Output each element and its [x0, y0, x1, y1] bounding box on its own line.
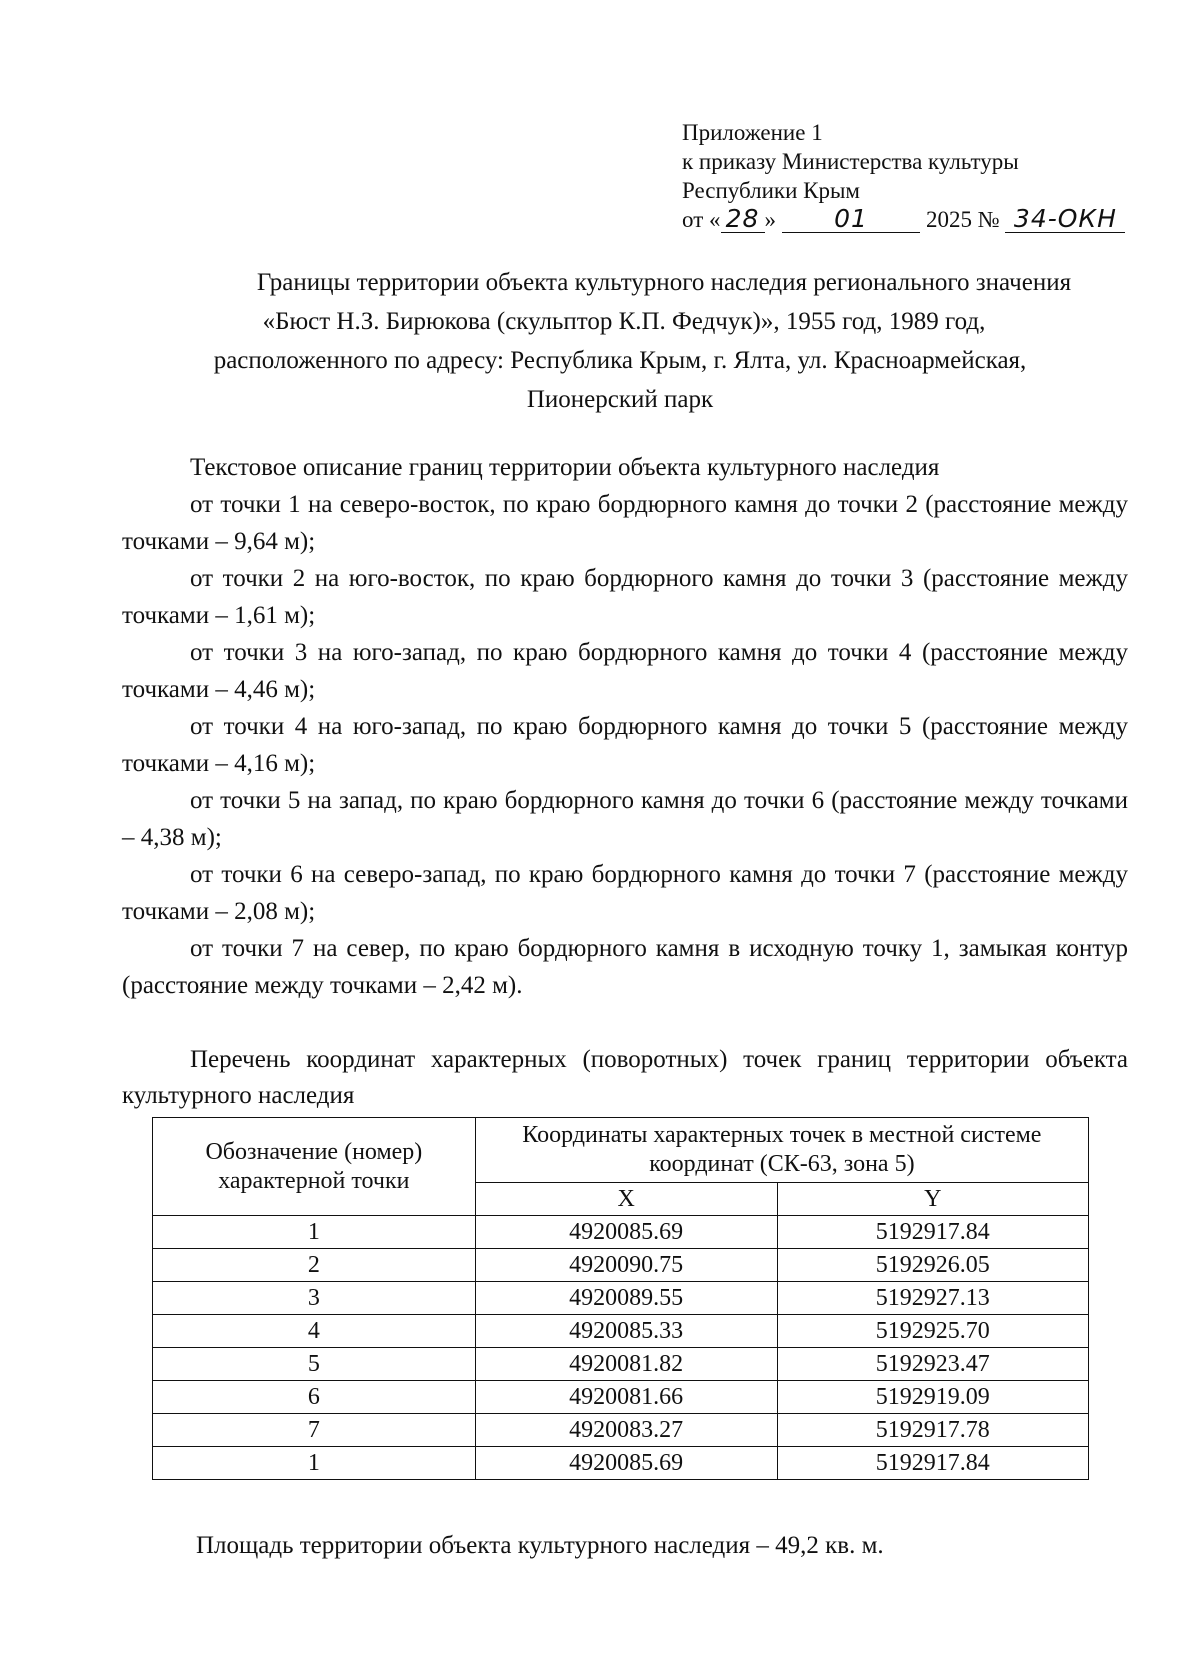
date-prefix: от «	[682, 207, 721, 232]
order-year: 2025 №	[926, 207, 1000, 232]
boundary-segment: от точки 6 на северо-запад, по краю бордюрного камня до точки 7 (расстояние между точками – 2,08 м);	[122, 861, 1128, 925]
coord-y: 5192926.05	[777, 1249, 1088, 1282]
point-number: 6	[153, 1381, 476, 1414]
table-row	[153, 1249, 1089, 1282]
table-row	[153, 1348, 1089, 1381]
point-number: 7	[153, 1414, 476, 1447]
coord-x: 4920085.69	[475, 1447, 777, 1480]
table-row	[153, 1381, 1089, 1414]
boundary-segment: от точки 4 на юго-запад, по краю бордюрного камня до точки 5 (расстояние между точками – 4,16 м);	[122, 713, 1128, 777]
coord-y: 5192923.47	[777, 1348, 1088, 1381]
date-mid: »	[764, 207, 776, 232]
column-header-x: X	[475, 1183, 777, 1216]
title-line-4: Пионерский парк	[526, 386, 714, 413]
coord-x: 4920090.75	[475, 1249, 777, 1282]
description-heading: Текстовое описание границ территории объекта культурного наследия	[190, 454, 940, 481]
table-row	[153, 1447, 1089, 1480]
point-number: 4	[153, 1315, 476, 1348]
column-header-y: Y	[777, 1183, 1088, 1216]
coord-x: 4920083.27	[475, 1414, 777, 1447]
point-number: 3	[153, 1282, 476, 1315]
territory-area: Площадь территории объекта культурного наследия – 49,2 кв. м.	[196, 1532, 884, 1559]
appendix-line-1: Приложение 1	[682, 120, 823, 145]
appendix-header	[682, 118, 1125, 234]
boundary-segment: от точки 3 на юго-запад, по краю бордюрного камня до точки 4 (расстояние между точками – 4,46 м);	[122, 639, 1128, 703]
boundary-segment: от точки 5 на запад, по краю бордюрного камня до точки 6 (расстояние между точками – 4,38 м);	[122, 787, 1128, 851]
point-number: 5	[153, 1348, 476, 1381]
coord-x: 4920081.82	[475, 1348, 777, 1381]
coord-x: 4920085.69	[475, 1216, 777, 1249]
appendix-line-3: Республики Крым	[682, 178, 860, 203]
coordinates-heading: Перечень координат характерных (поворотных) точек границ территории объекта культурного наследия	[122, 1046, 1128, 1109]
coordinates-table	[152, 1117, 1089, 1480]
coord-y: 5192917.84	[777, 1447, 1088, 1480]
coord-x: 4920085.33	[475, 1315, 777, 1348]
coord-x: 4920089.55	[475, 1282, 777, 1315]
boundary-segment: от точки 1 на северо-восток, по краю бордюрного камня до точки 2 (расстояние между точками – 9,64 м);	[122, 491, 1128, 555]
boundary-segment: от точки 2 на юго-восток, по краю бордюрного камня до точки 3 (расстояние между точками – 1,61 м);	[122, 565, 1128, 629]
order-number: 34-ОКН	[1013, 204, 1117, 233]
title-line-3: расположенного по адресу: Республика Крым, г. Ялта, ул. Красноармейская,	[213, 347, 1027, 374]
column-header-point: Обозначение (номер) характерной точки	[153, 1118, 476, 1216]
boundary-segment: от точки 7 на север, по краю бордюрного камня в исходную точку 1, замыкая контур (расстояние между точками – 2,42 м).	[122, 935, 1128, 999]
coord-y: 5192919.09	[777, 1381, 1088, 1414]
order-date-line	[682, 205, 1125, 234]
table-row	[153, 1414, 1089, 1447]
column-header-coordinates: Координаты характерных точек в местной системе координат (СК-63, зона 5)	[475, 1118, 1088, 1183]
title-line-2: «Бюст Н.З. Бирюкова (скульптор К.П. Федчук)», 1955 год, 1989 год,	[262, 308, 986, 335]
coord-x: 4920081.66	[475, 1381, 777, 1414]
coord-y: 5192917.78	[777, 1414, 1088, 1447]
point-number: 1	[153, 1216, 476, 1249]
table-row	[153, 1282, 1089, 1315]
document-title	[120, 263, 1120, 419]
order-month: 01	[834, 204, 868, 233]
point-number: 2	[153, 1249, 476, 1282]
coord-y: 5192925.70	[777, 1315, 1088, 1348]
table-row	[153, 1315, 1089, 1348]
coord-y: 5192927.13	[777, 1282, 1088, 1315]
boundary-description	[122, 449, 1128, 1004]
coord-y: 5192917.84	[777, 1216, 1088, 1249]
title-line-1: Границы территории объекта культурного наследия регионального значения	[256, 269, 1072, 296]
order-day: 28	[725, 204, 760, 233]
table-row	[153, 1216, 1089, 1249]
point-number: 1	[153, 1447, 476, 1480]
appendix-line-2: к приказу Министерства культуры	[682, 149, 1019, 174]
